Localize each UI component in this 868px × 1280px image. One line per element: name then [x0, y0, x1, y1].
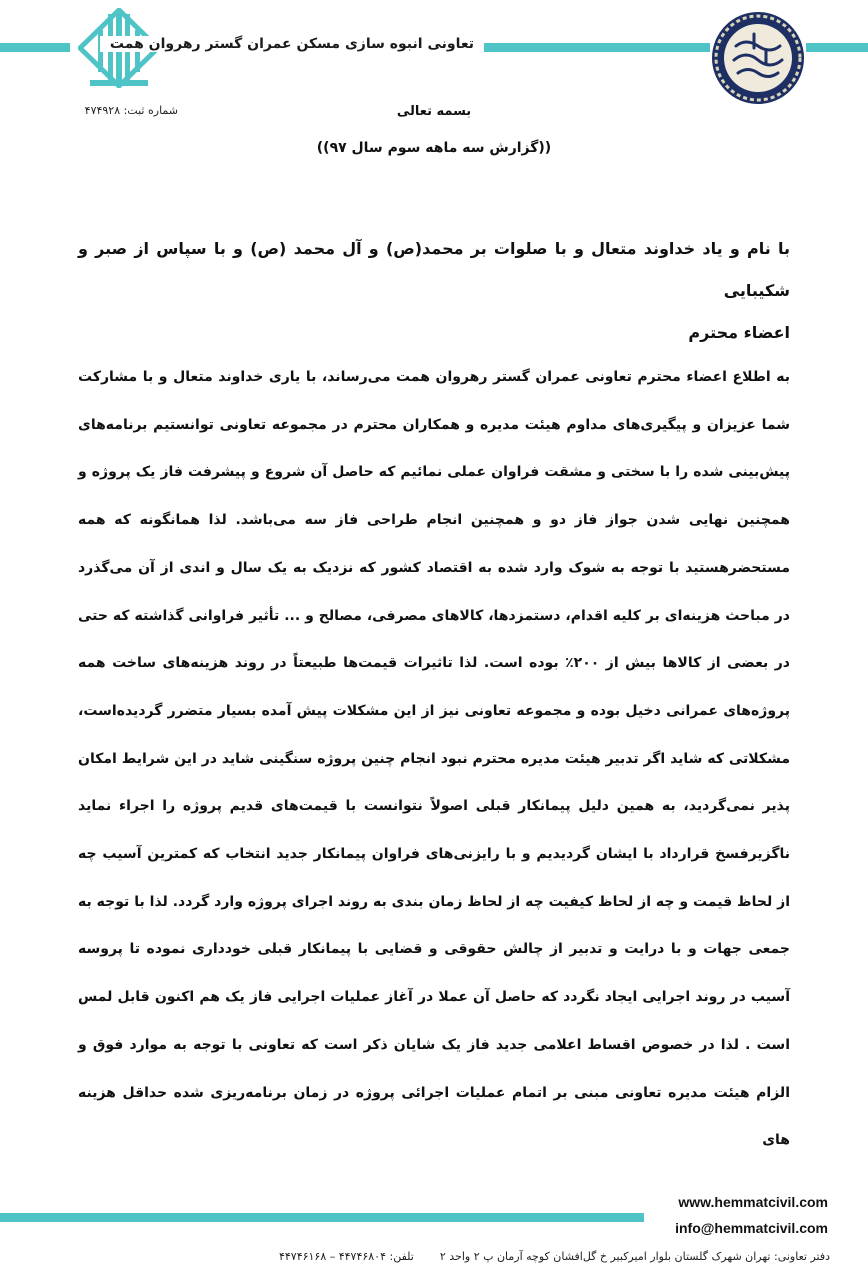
header-band-right: [806, 43, 868, 52]
main-paragraph: به اطلاع اعضاء محترم تعاونی عمران گستر رهروان همت می‌رساند، با یاری خداوند متعال و با مشارکت شما عزیزان و پیگیری‌های مداوم هیئت مدیره و همکاران محترم در مجموعه تعاونی توانستیم برنامه‌های پیش‌بینی شده را با سختی و مشقت فراوان عملی نمائیم که حاصل آن شروع و پیشرفت فاز یک پروژه و همچنین نهایی شدن جواز فاز دو و همچنین انجام طراحی فاز سه می‌باشد. لذا همانگونه که همه مستحضرهستید با توجه به شوک وارد شده به اقتصاد کشور که نزدیک به یک سال و اندی از آن می‌گذرد در مباحث هزینه‌ای بر کلیه اقدام، دستمزدها، کالاهای مصرفی، مصالح و ... تأثیر فراوانی گذاشته که حتی در بعضی از کالاها بیش از ۲۰۰٪ بوده است. لذا تاثیرات قیمت‌ها طبیعتاً در روند هزینه‌های ساخت همه پروژه‌های عمرانی دخیل بوده و مجموعه تعاونی نیز از این مشکلات پیش آمده بسیار متضرر گردیده‌است، مشکلاتی که شاید اگر تدبیر هیئت مدیره محترم نبود انجام چنین پروژه سنگینی شاید در این شرایط امکان پذیر نمی‌گردید، به همین دلیل پیمانکار قبلی اصولاً نتوانست با قیمت‌های قدیم پروژه را اجراء نماید ناگزیرفسخ قرارداد با ایشان گردیدیم و با رایزنی‌های فراوان پیمانکار جدید انتخاب که کمترین آسیب چه از لحاظ قیمت و چه از لحاظ کیفیت چه از لحاظ زمان بندی به روند اجرای پروژه وارد گردد. لذا با توجه به جمعی جهات و با درایت و تدبیر از چالش حقوقی و قضایی با پیمانکار قبلی خودداری نموده تا پروسه آسیب در روند اجرایی ایجاد نگردد که حاصل آن عملا در آغاز عملیات اجرایی فاز یک هم اکنون قابل لمس است . لذا در خصوص اقساط اعلامی جدید فاز یک شایان ذکر است که تعاونی با توجه به موارد فوق و الزام هیئت مدیره تعاونی مبنی بر اتمام عملیات اجرائی پروژه در زمان برنامه‌ریزی شده حداقل هزینه های: [78, 369, 790, 1149]
intro-line: با نام و یاد خداوند متعال و با صلوات بر محمد(ص) و آل محمد (ص) و با سپاس از صبر و شکیبایی: [78, 239, 790, 300]
office-address: دفتر تعاونی: تهران شهرک گلستان بلوار امیرکبیر خ گل‌افشان کوچه آرمان پ ۲ واحد ۲: [439, 1250, 830, 1263]
bismillah-heading: بسمه تعالی: [396, 104, 472, 119]
letter-body: [78, 228, 790, 1165]
footer-band: [0, 1213, 644, 1222]
organization-name: تعاونی انبوه سازی مسکن عمران گستر رهروان همت: [100, 36, 484, 52]
website-link[interactable]: www.hemmatcivil.com: [678, 1194, 828, 1210]
email-link[interactable]: info@hemmatcivil.com: [675, 1220, 828, 1236]
calligraphy-seal-icon: [710, 10, 806, 106]
salutation: اعضاء محترم: [688, 323, 790, 342]
report-title: ((گزارش سه ماهه سوم سال ۹۷)): [316, 140, 552, 156]
header-band-left: [0, 43, 70, 52]
registration-number: شماره ثبت: ۴۷۴۹۲۸: [84, 104, 178, 117]
phone-numbers: تلفن: ۴۴۷۴۶۸۰۴ – ۴۴۷۴۶۱۶۸: [278, 1250, 414, 1263]
footer-contact: [30, 1250, 830, 1263]
